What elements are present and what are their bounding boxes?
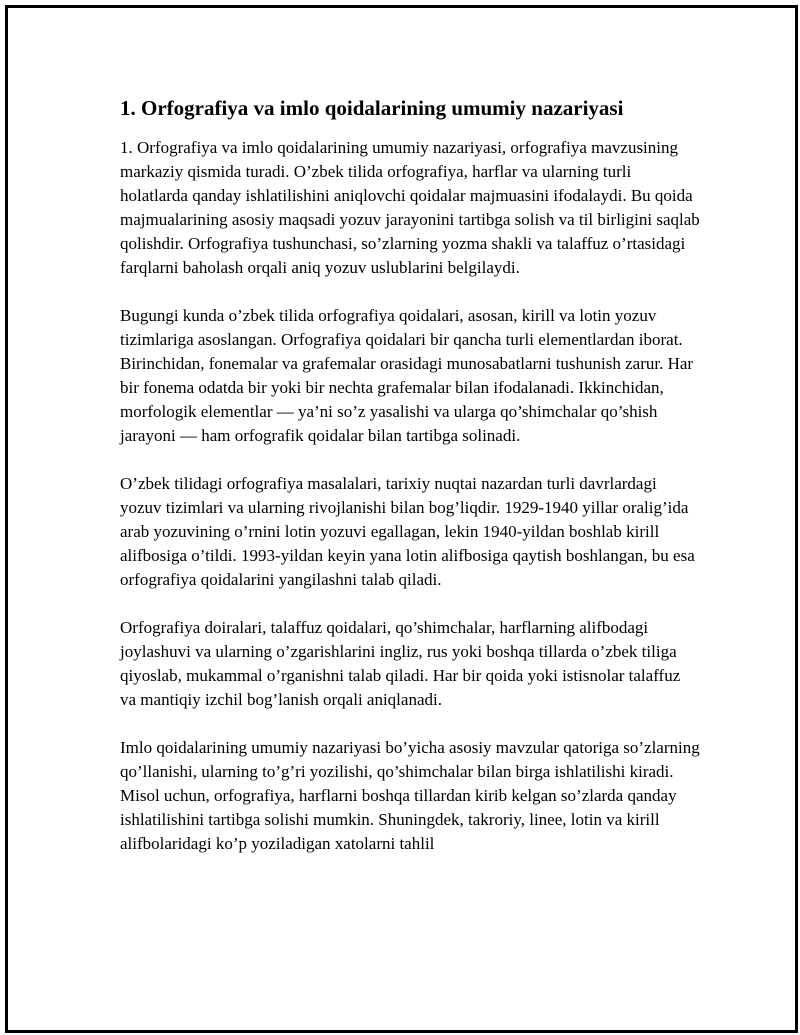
- document-page: [5, 5, 798, 1033]
- paragraph-2: Bugungi kunda o’zbek tilida orfografiya qoidalari, asosan, kirill va lotin yozuv tizimlariga asoslangan. Orfografiya qoidalari bir qancha turli elementlardan iborat. Birinchidan, fonemalar va grafemalar orasidagi munosabatlarni tushunish zarur. Har bir fonema odatda bir yoki bir nechta grafemalar bilan ifodalanadi. Ikkinchidan, morfologik elementlar — ya’ni so’z yasalishi va ularga qo’shimchalar qo’shish jarayoni — ham orfografik qoidalar bilan tartibga solinadi.: [120, 306, 694, 445]
- paragraph-3: O’zbek tilidagi orfografiya masalalari, tarixiy nuqtai nazardan turli davrlardagi yozuv tizimlari va ularning rivojlanishi bilan bog’liqdir. 1929-1940 yillar oralig’ida arab yozuvining o’rnini lotin yozuvi egallagan, lekin 1940-yildan boshlab kirill alifbosiga o’tildi. 1993-yildan keyin yana lotin alifbosiga qaytish boshlangan, bu esa orfografiya qoidalarini yangilashni talab qiladi.: [120, 474, 695, 589]
- page-title: 1. Orfografiya va imlo qoidalarining umumiy nazariyasi: [120, 96, 624, 120]
- document-content: [120, 94, 700, 880]
- paragraph-4: Orfografiya doiralari, talaffuz qoidalari, qo’shimchalar, harflarning alifbodagi joylashuvi va ularning o’zgarishlarini ingliz, rus yoki boshqa tillarda o’zbek tiliga qiyoslab, mukammal o’rganishni talab qiladi. Har bir qoida yoki istisnolar talaffuz va mantiqiy izchil bog’lanish orqali aniqlanadi.: [120, 618, 681, 709]
- paragraph-5: Imlo qoidalarining umumiy nazariyasi bo’yicha asosiy mavzular qatoriga so’zlarning qo’llanishi, ularning to’g’ri yozilishi, qo’shimchalar bilan birga ishlatilishi kiradi. Misol uchun, orfografiya, harflarni boshqa tillardan kirib kelgan so’zlarda qanday ishlatilishini tartibga solishi mumkin. Shuningdek, takroriy, linee, lotin va kirill alifbolaridagi ko’p yoziladigan xatolarni tahlil: [120, 738, 700, 853]
- paragraph-1: 1. Orfografiya va imlo qoidalarining umumiy nazariyasi, orfografiya mavzusining markaziy qismida turadi. O’zbek tilida orfografiya, harflar va ularning turli holatlarda qanday ishlatilishini aniqlovchi qoidalar majmuasini ifodalaydi. Bu qoida majmualarining asosiy maqsadi yozuv jarayonini tartibga solish va til birligini saqlab qolishdir. Orfografiya tushunchasi, so’zlarning yozma shakli va talaffuz o’rtasidagi farqlarni baholash orqali aniq yozuv uslublarini belgilaydi.: [120, 138, 700, 277]
